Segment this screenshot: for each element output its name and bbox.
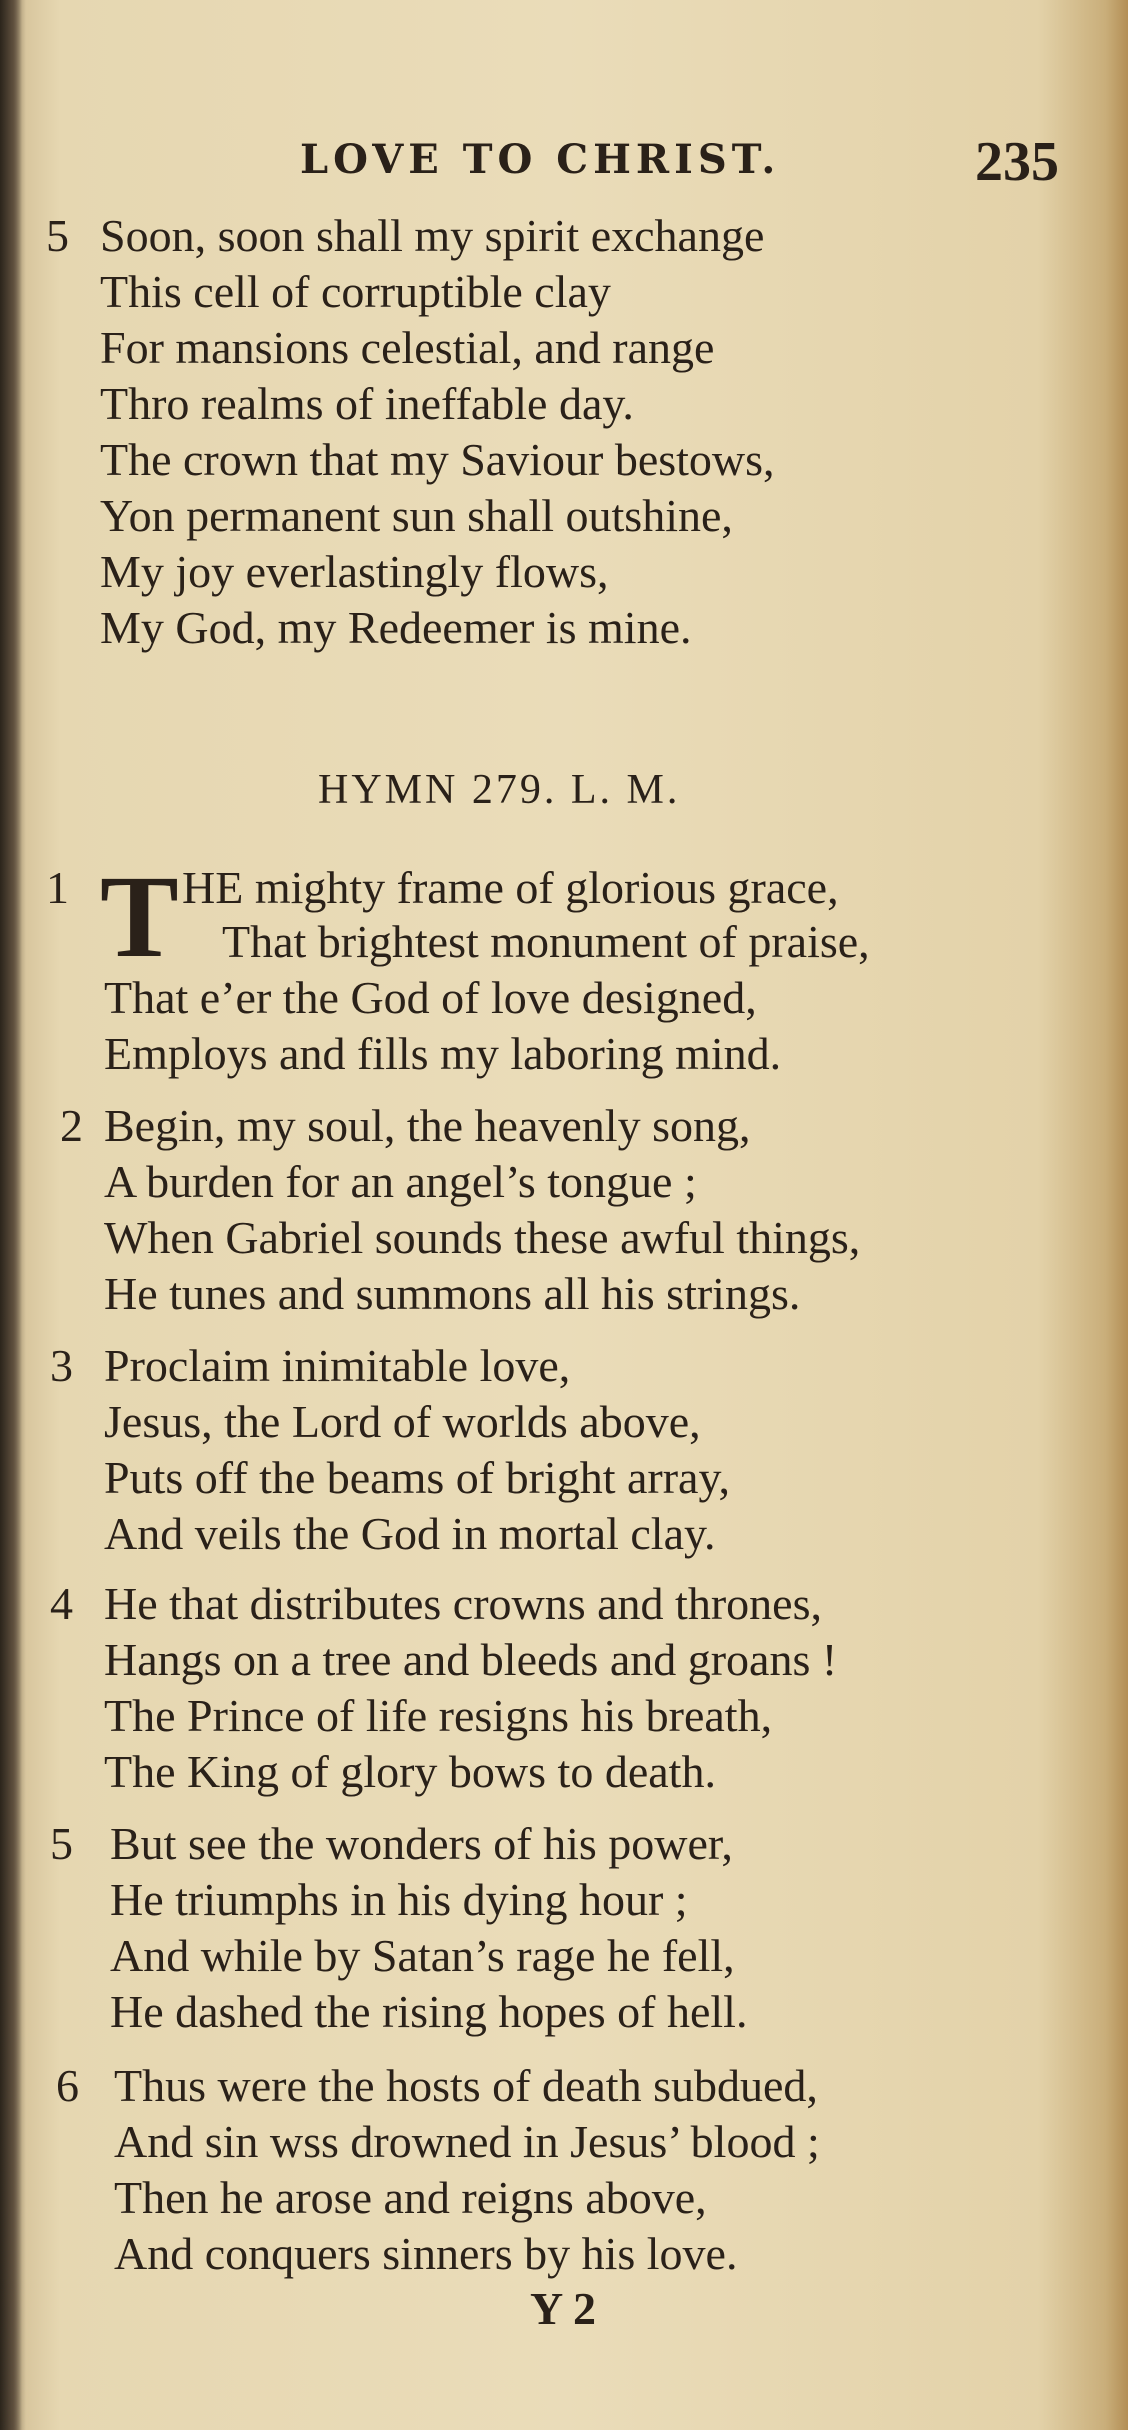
verse-line: Employs and fills my laboring mind. — [104, 1028, 782, 1079]
stanza-number: 5 — [50, 1818, 73, 1869]
stanza-number: 5 — [46, 210, 69, 261]
verse-line: My God, my Redeemer is mine. — [100, 602, 692, 653]
verse-line: Puts off the beams of bright array, — [104, 1452, 730, 1503]
verse-line: For mansions celestial, and range — [100, 322, 715, 373]
verse-line: This cell of corruptible clay — [100, 266, 611, 317]
running-head: LOVE TO CHRIST. — [300, 136, 781, 183]
verse-line: He dashed the rising hopes of hell. — [110, 1986, 748, 2037]
verse-line: Soon, soon shall my spirit exchange — [100, 210, 765, 261]
stanza-number: 1 — [46, 862, 69, 913]
verse-line: A burden for an angel’s tongue ; — [104, 1156, 697, 1207]
verse-line: Proclaim inimitable love, — [104, 1340, 571, 1391]
verse-line: The Prince of life resigns his breath, — [104, 1690, 773, 1741]
drop-cap: T — [100, 851, 179, 982]
stanza-number: 3 — [50, 1340, 73, 1391]
verse-line: And conquers sinners by his love. — [114, 2228, 738, 2279]
verse-line: And while by Satan’s rage he fell, — [110, 1930, 735, 1981]
stanza-number: 6 — [56, 2060, 79, 2111]
verse-line: Jesus, the Lord of worlds above, — [104, 1396, 701, 1447]
book-spine-shadow — [0, 0, 22, 2430]
signature-mark: Y 2 — [530, 2283, 597, 2334]
page-header — [300, 130, 1128, 200]
verse-line: Thro realms of ineffable day. — [100, 378, 634, 429]
verse-line: Hangs on a tree and bleeds and groans ! — [104, 1634, 838, 1685]
verse-line: Begin, my soul, the heavenly song, — [104, 1100, 751, 1151]
verse-line: But see the wonders of his power, — [110, 1818, 733, 1869]
verse-line: Thus were the hosts of death subdued, — [114, 2060, 818, 2111]
verse-line: He that distributes crowns and thrones, — [104, 1578, 822, 1629]
stanza-number: 2 — [60, 1100, 83, 1151]
verse-line: Yon permanent sun shall outshine, — [100, 490, 733, 541]
verse-line: Then he arose and reigns above, — [114, 2172, 707, 2223]
verse-line: And sin wss drowned in Jesus’ blood ; — [114, 2116, 820, 2167]
verse-line: When Gabriel sounds these awful things, — [104, 1212, 861, 1263]
verse-line: My joy everlastingly flows, — [100, 546, 609, 597]
verse-line: He tunes and summons all his strings. — [104, 1268, 801, 1319]
verse-line: That brightest monument of praise, — [222, 916, 870, 967]
hymn-title: HYMN 279. L. M. — [318, 767, 681, 813]
verse-line: HE mighty frame of glorious grace, — [182, 862, 839, 913]
page-number: 235 — [975, 131, 1059, 193]
verse-line: The King of glory bows to death. — [104, 1746, 716, 1797]
verse-line: That e’er the God of love designed, — [104, 972, 757, 1023]
verse-line: The crown that my Saviour bestows, — [100, 434, 775, 485]
verse-line: He triumphs in his dying hour ; — [110, 1874, 688, 1925]
verse-line: And veils the God in mortal clay. — [104, 1508, 716, 1559]
stanza-number: 4 — [50, 1578, 73, 1629]
